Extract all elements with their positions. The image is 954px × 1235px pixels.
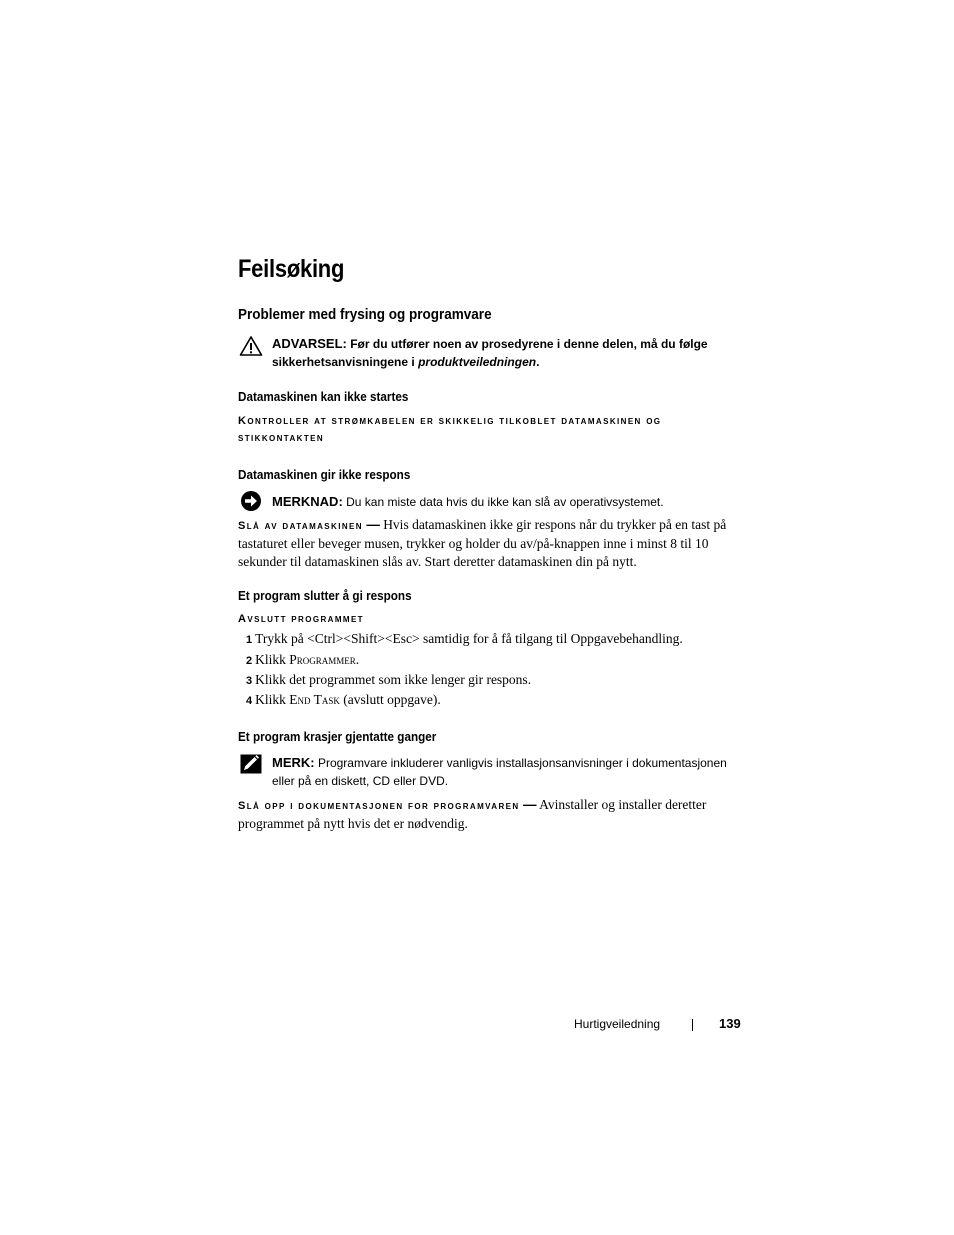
page-title: Feilsøking — [238, 255, 345, 283]
step-number: 4 — [246, 695, 253, 707]
footer-separator — [692, 1019, 693, 1031]
warning-end: . — [536, 355, 540, 369]
step-text-end: (avslutt oppgave). — [339, 692, 441, 707]
step-4 — [246, 692, 441, 708]
notice-note — [272, 493, 742, 511]
step-text: Trykk på <Ctrl><Shift><Esc> samtidig for å få tilgang til Oppgavebehandling. — [255, 631, 683, 646]
action-docs-label: Slå opp i dokumentasjonen for programvaren — [238, 800, 520, 812]
action-check-power: Kontroller at strømkabelen er skikkelig tilkoblet datamaskinen og stikkontakten — [238, 415, 662, 444]
step-text: Klikk — [255, 652, 290, 667]
step-number: 1 — [246, 634, 253, 646]
action-docs-text: Avinstaller og installer deretter programmet på nytt hvis det er nødvendig. — [238, 797, 707, 831]
warning-italic: produktveiledningen — [418, 355, 537, 369]
dash: — — [366, 517, 380, 532]
footer-label: Hurtigveiledning — [574, 1017, 661, 1031]
notice-label: MERKNAD: — [272, 494, 343, 509]
step-strong: Programmer — [289, 652, 356, 667]
notice-text: Du kan miste data hvis du ikke kan slå av operativsystemet. — [346, 495, 664, 509]
heading-no-response: Datamaskinen gir ikke respons — [238, 467, 411, 482]
notice-arrow-icon — [239, 490, 263, 512]
warning-note — [272, 335, 742, 371]
note-label: MERK: — [272, 755, 315, 770]
dash: — — [522, 797, 537, 812]
step-number: 2 — [246, 655, 253, 667]
note-pencil-icon — [239, 753, 263, 775]
note-text: Programvare inkluderer vanligvis installasjonsanvisninger i dokumentasjonen eller på en diskett, CD eller DVD. — [272, 756, 727, 788]
warning-triangle-icon — [239, 335, 263, 357]
heading-cannot-start: Datamaskinen kan ikke startes — [238, 389, 409, 404]
step-1 — [246, 631, 683, 647]
action-shutdown-text: Hvis datamaskinen ikke gir respons når du trykker på en tast på tastaturet eller beveger musen, trykker og holder du av/på-knappen inne i minst 8 til 10 sekunder til datamaskinen slås av. Start deretter datamaskinen din på nytt. — [238, 517, 727, 569]
action-shutdown-label: Slå av datamaskinen — [238, 520, 363, 532]
action-docs-paragraph — [238, 796, 738, 833]
section-title: Problemer med frysing og programvare — [238, 306, 492, 323]
action-shutdown-paragraph — [238, 516, 738, 570]
action-end-program: Avslutt programmet — [238, 613, 364, 625]
step-text-end: . — [355, 652, 360, 667]
warning-label: ADVARSEL: — [272, 336, 347, 351]
software-note — [272, 754, 742, 790]
page-number: 139 — [719, 1016, 741, 1031]
heading-program-stops: Et program slutter å gi respons — [238, 588, 412, 603]
step-strong: End Task — [289, 692, 340, 707]
heading-program-crashes: Et program krasjer gjentatte ganger — [238, 729, 437, 744]
step-number: 3 — [246, 675, 253, 687]
step-text: Klikk — [255, 692, 290, 707]
warning-text: Før du utfører noen av prosedyrene i denne delen, må du følge sikkerhetsanvisningene i — [272, 337, 708, 369]
step-3 — [246, 672, 531, 688]
step-2 — [246, 652, 359, 668]
step-text: Klikk det programmet som ikke lenger gir respons. — [255, 672, 532, 687]
